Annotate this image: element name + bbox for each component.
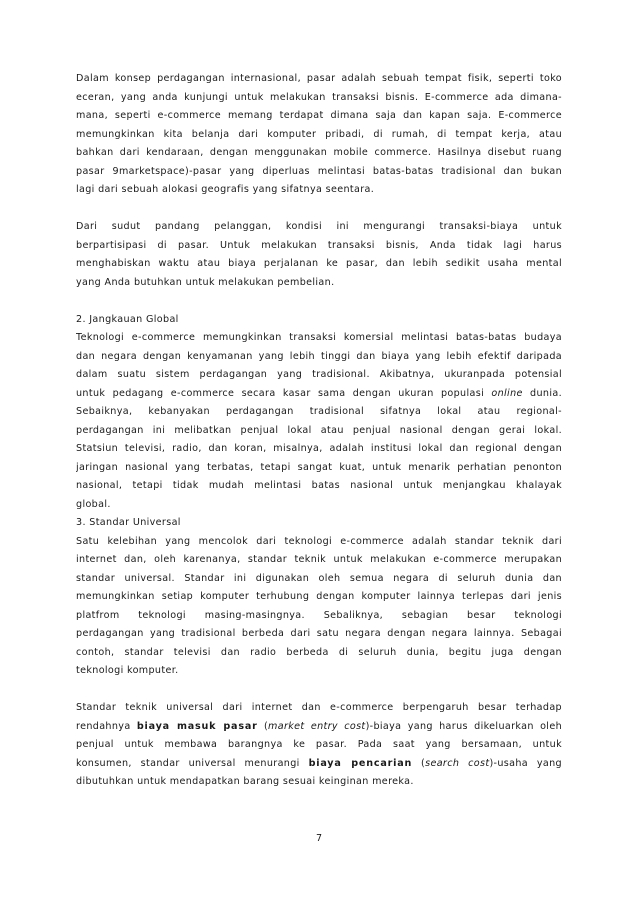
text-line: teknologi komputer. bbox=[76, 665, 179, 676]
italic-term: search cost bbox=[425, 757, 490, 769]
paragraph-customer-view bbox=[76, 218, 562, 292]
text-line: Dari sudut pandang pelanggan, kondisi ini mengurangi transaksi-biaya untuk bbox=[76, 221, 562, 232]
bold-term: biaya masuk pasar bbox=[136, 720, 258, 732]
text-line: memungkinkan kita belanja dari komputer pribadi, di rumah, di tempat kerja, atau bbox=[76, 128, 562, 140]
text-line: menghabiskan waktu atau biaya perjalanan ke pasar, dan lebih sedikit usaha mental bbox=[76, 258, 562, 269]
text-line: Dalam konsep perdagangan internasional, pasar adalah sebuah tempat fisik, seperti toko bbox=[76, 73, 562, 84]
text-line: untuk pedagang e-commerce secara kasar sama dengan ukuran populasi online dunia. bbox=[76, 387, 562, 399]
text-line: Teknologi e-commerce memungkinkan transaksi komersial melintasi batas-batas budaya bbox=[76, 332, 562, 343]
text-line: Satu kelebihan yang mencolok dari teknologi e-commerce adalah standar teknik dari bbox=[76, 535, 562, 547]
text-line: lagi dari sebuah alokasi geografis yang sifatnya seentara. bbox=[76, 184, 375, 195]
section-global-reach bbox=[76, 311, 562, 515]
paragraph-universal-impact bbox=[76, 699, 562, 792]
text-line: nasional, tetapi tidak mudah melintasi batas nasional untuk menjangkau khalayak bbox=[76, 480, 562, 491]
bold-term: biaya pencarian bbox=[308, 757, 413, 769]
text-line: berpartisipasi di pasar. Untuk melakukan transaksi bisnis, Anda tidak lagi harus bbox=[76, 239, 562, 251]
text-line: Standar teknik universal dari internet dan e-commerce berpengaruh besar terhadap bbox=[76, 702, 562, 713]
paragraph-marketspace bbox=[76, 70, 562, 200]
text-line: memungkinkan setiap komputer terhubung dengan komputer lainnya terlepas dari jenis bbox=[76, 591, 562, 602]
text-line: platfrom teknologi masing-masingnya. Sebaliknya, sebagian besar teknologi bbox=[76, 609, 562, 621]
text-line: rendahnya biaya masuk pasar (market entry cost)-biaya yang harus dikeluarkan oleh bbox=[76, 720, 562, 732]
italic-term: online bbox=[491, 387, 523, 399]
text-line: Statsiun televisi, radio, dan koran, misalnya, adalah institusi lokal dan regional dengan bbox=[76, 443, 562, 454]
text-line: dalam suatu sistem perdagangan yang tradisional. Akibatnya, ukuranpada potensial bbox=[76, 369, 562, 380]
text-line: dibutuhkan untuk mendapatkan barang sesuai keinginan mereka. bbox=[76, 776, 414, 787]
text-line: penjual untuk membawa barangnya ke pasar. Pada saat yang bersamaan, untuk bbox=[76, 739, 562, 750]
text-line: dan negara dengan kenyamanan yang lebih tinggi dan biaya yang lebih efektif daripada bbox=[76, 350, 562, 362]
text-line: bahkan dari kendaraan, dengan menggunakan mobile commerce. Hasilnya disebut ruang bbox=[76, 147, 562, 158]
text-line: global. bbox=[76, 498, 111, 510]
text-line: internet dan, oleh karenanya, standar teknik untuk melakukan e-commerce merupakan bbox=[76, 554, 562, 565]
text-line: standar universal. Standar ini digunakan oleh semua negara di seluruh dunia dan bbox=[76, 572, 562, 584]
text-line: perdagangan yang tradisional berbeda dari satu negara dengan negara lainnya. Sebagai bbox=[76, 628, 562, 639]
section-universal-standard bbox=[76, 514, 562, 681]
text-line: konsumen, standar universal menurangi biaya pencarian (search cost)-usaha yang bbox=[76, 757, 562, 769]
text-line: Sebaiknya, kebanyakan perdagangan tradisional sifatnya lokal atau regional- bbox=[76, 406, 562, 417]
page-body bbox=[76, 70, 562, 792]
text-line: pasar 9marketspace)-pasar yang diperluas melintasi batas-batas tradisional dan bukan bbox=[76, 165, 562, 177]
section-heading: 3. Standar Universal bbox=[76, 517, 181, 528]
text-line: contoh, standar televisi dan radio berbeda di seluruh dunia, begitu juga dengan bbox=[76, 646, 562, 658]
page-number: 7 bbox=[315, 833, 323, 844]
text-line: yang Anda butuhkan untuk melakukan pembelian. bbox=[76, 276, 335, 288]
text-line: perdagangan ini melibatkan penjual lokal atau penjual nasional dengan gerai lokal. bbox=[76, 424, 562, 436]
text-line: eceran, yang anda kunjungi untuk melakukan transaksi bisnis. E-commerce ada dimana- bbox=[76, 91, 562, 103]
section-heading: 2. Jangkauan Global bbox=[76, 313, 179, 325]
italic-term: market entry cost bbox=[268, 720, 366, 732]
text-line: jaringan nasional yang terbatas, tetapi sangat kuat, untuk menarik perhatian penonton bbox=[76, 461, 562, 473]
text-line: mana, seperti e-commerce memang terdapat dimana saja dan kapan saja. E-commerce bbox=[76, 110, 562, 121]
